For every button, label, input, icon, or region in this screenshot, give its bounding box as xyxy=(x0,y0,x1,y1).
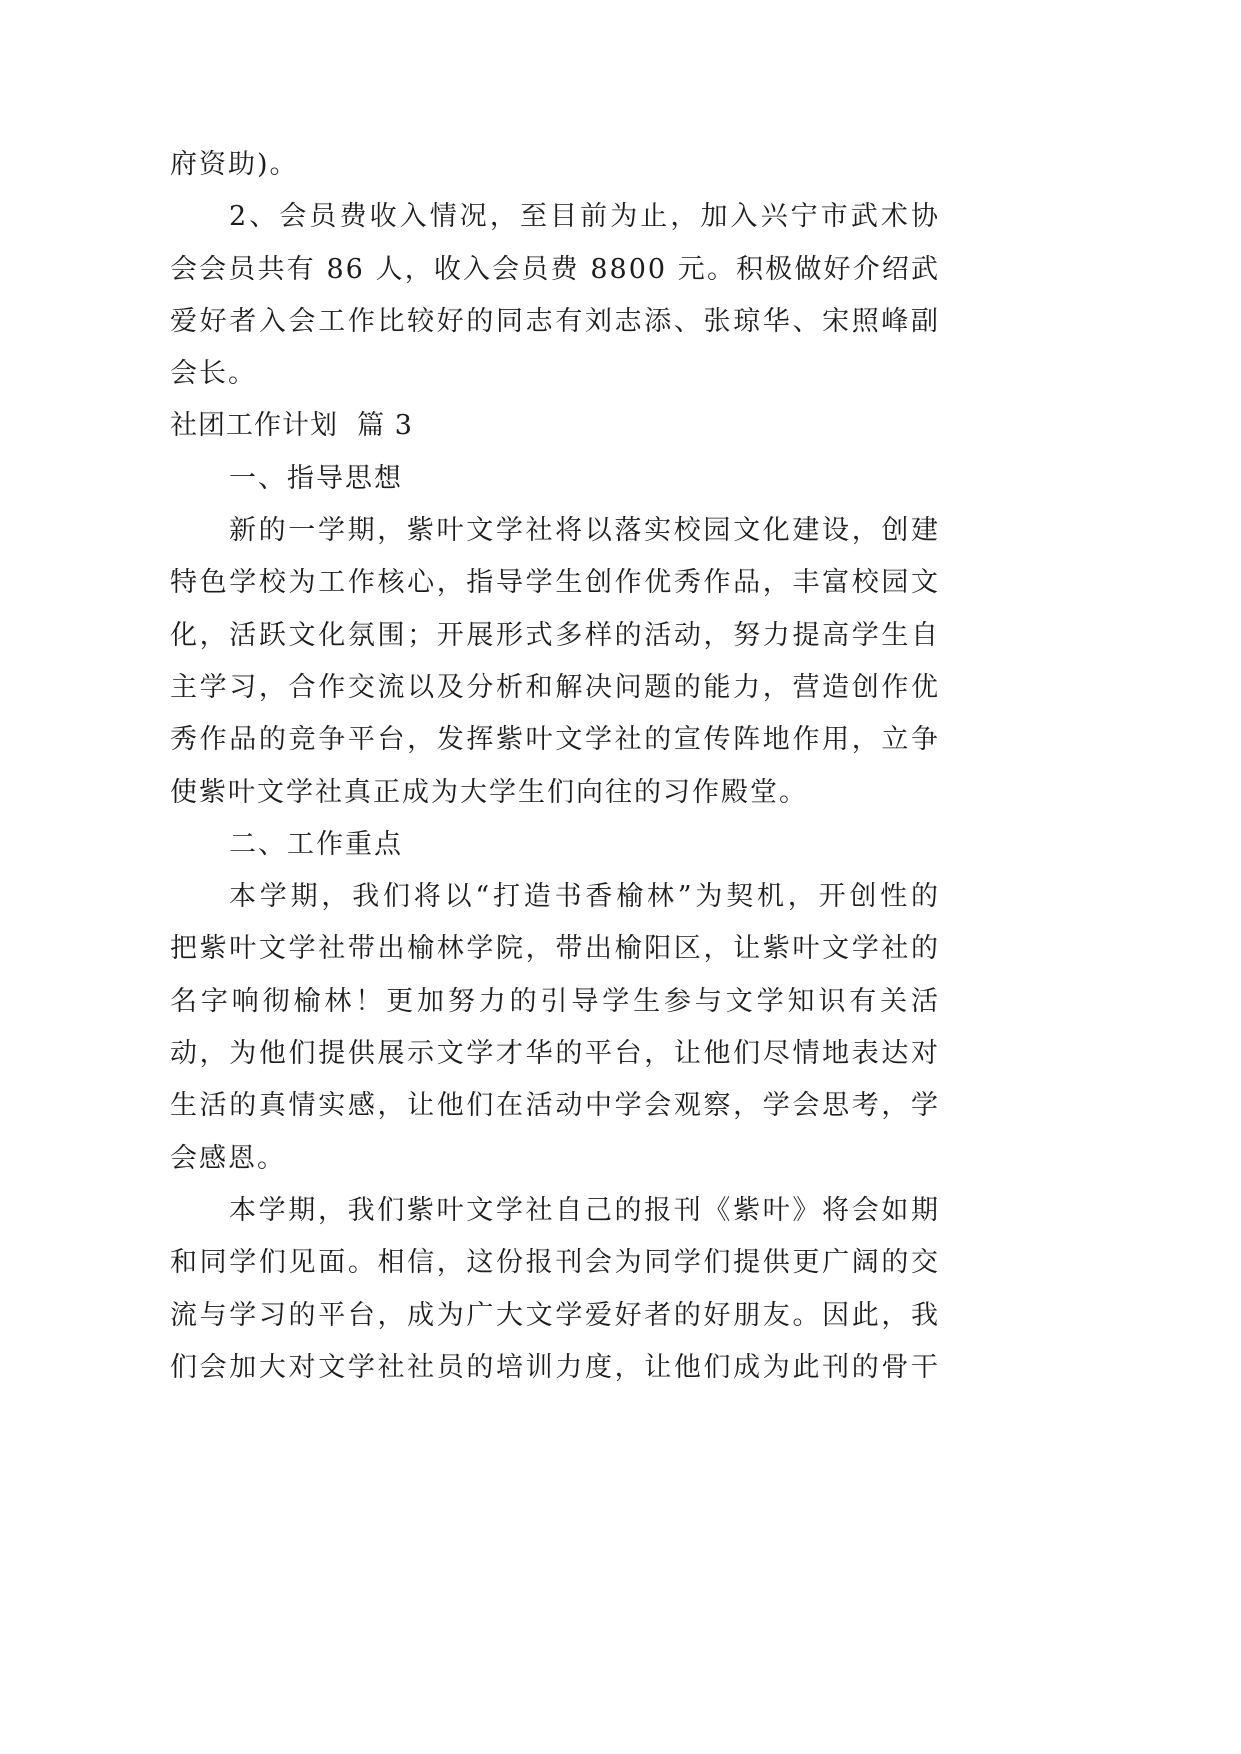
text-line: 名字响彻榆林！更加努力的引导学生参与文学知识有关活 xyxy=(170,985,940,1017)
text-line: 府资助)。 xyxy=(170,149,299,180)
section-heading: 一、指导思想 xyxy=(229,462,403,494)
text-line: 特色学校为工作核心，指导学生创作优秀作品，丰富校园文 xyxy=(170,567,940,599)
text-line: 使紫叶文学社真正成为大学生们向往的习作殿堂。 xyxy=(170,776,808,808)
text-line: 会会员共有 86 人，收入会员费 8800 元。积极做好介绍武 xyxy=(170,253,940,285)
text-line: 秀作品的竞争平台，发挥紫叶文学社的宣传阵地作用，立争 xyxy=(170,724,940,756)
text-line: 主学习，合作交流以及分析和解决问题的能力，营造创作优 xyxy=(170,671,940,703)
text-line: 生活的真情实感，让他们在活动中学会观察，学会思考，学 xyxy=(170,1090,940,1122)
text-line: 流与学习的平台，成为广大文学爱好者的好朋友。因此，我 xyxy=(170,1299,940,1331)
text-line: 本学期，我们紫叶文学社自己的报刊《紫叶》将会如期 xyxy=(229,1194,940,1226)
document-body xyxy=(170,139,940,1394)
text-line: 新的一学期，紫叶文学社将以落实校园文化建设，创建 xyxy=(229,515,940,547)
section-heading: 二、工作重点 xyxy=(229,828,403,860)
text-line: 2、会员费收入情况，至目前为止，加入兴宁市武术协 xyxy=(229,201,940,233)
text-line: 化，活跃文化氛围；开展形式多样的活动，努力提高学生自 xyxy=(170,619,940,651)
text-line: 本学期，我们将以“打造书香榆林”为契机，开创性的 xyxy=(229,881,940,913)
text-line: 会感恩。 xyxy=(170,1142,286,1174)
text-line: 会长。 xyxy=(170,358,257,390)
text-line: 爱好者入会工作比较好的同志有刘志添、张琼华、宋照峰副 xyxy=(170,305,940,337)
text-line: 们会加大对文学社社员的培训力度，让他们成为此刊的骨干 xyxy=(170,1351,940,1383)
text-line: 动，为他们提供展示文学才华的平台，让他们尽情地表达对 xyxy=(170,1038,940,1070)
text-line: 和同学们见面。相信，这份报刊会为同学们提供更广阔的交 xyxy=(170,1247,940,1279)
text-line: 把紫叶文学社带出榆林学院，带出榆阳区，让紫叶文学社的 xyxy=(170,933,940,965)
article-title: 社团工作计划 篇 3 xyxy=(170,410,413,442)
